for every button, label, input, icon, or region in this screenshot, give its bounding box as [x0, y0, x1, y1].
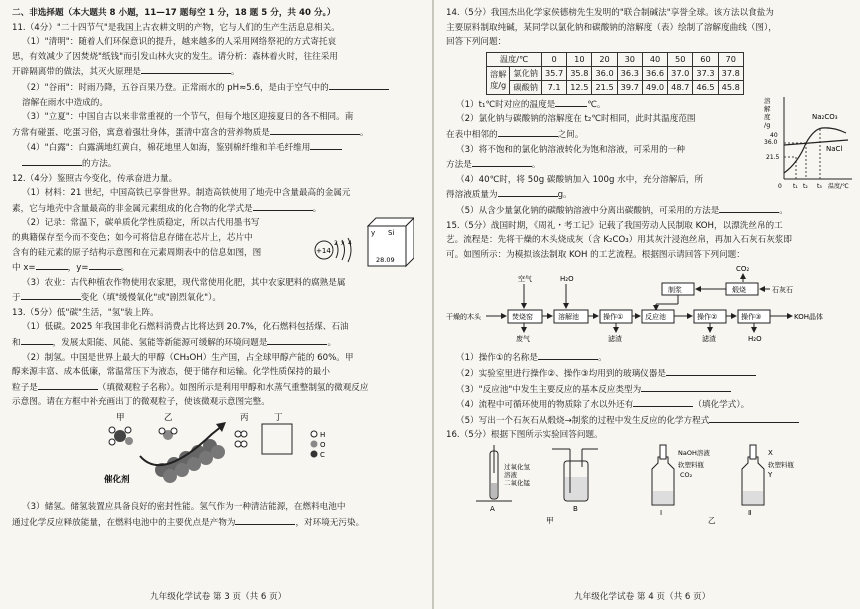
- q11-1-line1: （1）"清明"：随着人们环保意识的提升，越来越多的人采用网络祭祀的方式寄托哀: [22, 37, 337, 48]
- q13-1-line2: 和 ，发展太阳能、风能、氢能等新能源可缓解的环境问题是 。: [12, 335, 424, 351]
- legend-h: H: [320, 431, 326, 440]
- legend-o: O: [320, 441, 326, 450]
- flow-react: 反应池: [645, 313, 666, 322]
- nucleus-label: +14: [316, 247, 331, 256]
- flow-koh: KOH晶体: [794, 313, 823, 322]
- answer-blank[interactable]: [21, 335, 53, 345]
- q14-text-with-curve: [446, 97, 850, 203]
- table-cell: 49.0: [642, 80, 667, 94]
- flow-op2: 操作②: [697, 313, 718, 322]
- q14-2-line1: （2）氯化钠与碳酸钠的溶解度在 t₂℃时相同，此时其温度范围: [456, 114, 696, 125]
- label-t3: t₃: [817, 182, 822, 190]
- table-header-cell: 30: [617, 52, 642, 66]
- q11-3-line2: 方常有碰蛋、吃蛋习俗，寓意着强壮身体，蛋清中富含的营养物质是 。: [12, 125, 424, 141]
- section-heading: 二、非选择题（本大题共 8 小题，11—17 题每空 1 分，18 题 5 分，共 40 分。）: [12, 8, 336, 18]
- answer-blank[interactable]: [38, 380, 98, 390]
- legend-key: [311, 431, 327, 459]
- answer-blank[interactable]: [666, 366, 756, 376]
- label-ding: 丁: [274, 413, 283, 424]
- label-bottle-1: 软塑料瓶: [678, 460, 704, 469]
- answer-blank[interactable]: [641, 382, 731, 392]
- table-header-row: [487, 52, 744, 66]
- shell-2-count: x: [341, 240, 345, 248]
- q13-2-line4: 示意图。请在方框中补充画出丁的微观粒子，使该微观示意图完整。: [12, 397, 270, 408]
- q14-stem-2: 主要原料制取纯碱，某同学以氯化钠和碳酸钠的溶解度（表）绘制了溶解度曲线（图），: [446, 22, 777, 33]
- catalyst-label: 催化剂: [104, 475, 130, 486]
- q13-2-line3: 粒子是 （填微观粒子名称）。如图所示是利用甲醇和水蒸气重整制氢的微观反应: [12, 380, 424, 396]
- table-cell: 37.3: [693, 66, 718, 80]
- reagent-label-2: 溶液: [504, 470, 517, 479]
- q12-3-line1: （3）农业：古代种植农作物使用农家肥，现代常使用化肥，其中农家肥料的腐熟是属: [22, 277, 346, 288]
- ding-answer-box[interactable]: [262, 424, 292, 454]
- label-bottle-2: 软塑料瓶: [768, 460, 794, 469]
- table-cell: 37.0: [668, 66, 693, 80]
- q12-2-line1: （2）记录：常温下，碳单质化学性质稳定，所以古代用墨书写: [22, 218, 260, 229]
- flow-dissolve: 溶解池: [558, 313, 579, 322]
- q15-stem-3: 可。如图所示：为模拟该法制取 KOH 的工艺流程。根据图示请回答下列问题：: [446, 249, 745, 260]
- curve-ylabel-2: 解: [764, 104, 771, 113]
- q15-5: （5）写出一个石灰石从煅烧→制浆的过程中发生反应的化学方程式: [446, 413, 850, 429]
- flow-waste-gas: 废气: [516, 335, 530, 344]
- table-cell: 36.3: [617, 66, 642, 80]
- q13-2-line2: 醇来源丰富、成本低廉，常温常压下为液态，便于储存和运输。化学性质保持的最小: [12, 367, 330, 378]
- q14-2-line2: 在表中相邻的 之间。: [446, 127, 850, 143]
- q12-1-line1: （1）材料：21 世纪，中国高铁已享誉世界。制造高铁使用了地壳中含量最高的金属元: [22, 188, 351, 199]
- q16-stem: 16.（5分）根据下图所示实验回答问题。: [446, 430, 603, 441]
- label-t1: t₁: [793, 182, 798, 190]
- flow-op3: 操作③: [741, 313, 762, 322]
- table-row-nacl: [487, 66, 744, 80]
- flow-op1: 操作①: [603, 313, 624, 322]
- answer-blank[interactable]: [329, 80, 389, 90]
- tick-36: 36.0: [764, 138, 778, 146]
- methanol-molecule: [109, 427, 133, 445]
- answer-blank[interactable]: [36, 260, 68, 270]
- table-cell: 39.7: [617, 80, 642, 94]
- label-x: X: [768, 448, 773, 457]
- bottle-i: [652, 445, 674, 505]
- product-bing: [235, 431, 247, 447]
- q14-1: （1）t₁℃时对应的温度是 ℃。: [446, 97, 850, 113]
- q15-3: （3）"反应池"中发生主要反应的基本反应类型为: [446, 382, 850, 398]
- cell-mass: 28.09: [376, 256, 395, 265]
- flow-h2o-top: H₂O: [560, 275, 574, 284]
- table-cell: 48.7: [668, 80, 693, 94]
- table-header-cell: 60: [693, 52, 718, 66]
- q12-3-line2: 于 变化（填"缓慢氧化"或"剧烈氧化"）。: [12, 290, 424, 306]
- q14-3-line2: 方法是 。: [446, 157, 850, 173]
- q11-stem: 11.（4分）"二十四节气"是我国上古农耕文明的产物，它与人们的生产生活息息相关。: [12, 22, 340, 33]
- legend-c: C: [320, 451, 325, 460]
- table-cell-name: 碳酸钠: [510, 80, 542, 94]
- answer-blank[interactable]: [22, 156, 82, 166]
- flow-residue2: 滤渣: [702, 335, 716, 344]
- answer-blank[interactable]: [555, 97, 587, 107]
- label-a: A: [490, 504, 495, 513]
- q16-apparatus-figure: [446, 443, 856, 525]
- label-co2: CO₂: [680, 470, 693, 479]
- cell-y-label: y: [371, 229, 376, 238]
- label-yi: 乙: [708, 515, 716, 525]
- q14-stem-1: 14.（5分）我国杰出化学家侯德榜先生发明的"联合制碱法"享誉全球。该方法以食盐为: [446, 8, 774, 18]
- reagent-label-1: 过氧化氢: [504, 462, 530, 471]
- page-footer-left: 九年级化学试卷 第 3 页（共 6 页）: [150, 592, 287, 602]
- table-header-cell: 40: [642, 52, 667, 66]
- q12-2-line3: 含有的硅元素的原子结构示意图和在元素周期表中的信息如图，图: [12, 247, 262, 258]
- label-y: Y: [768, 470, 773, 479]
- label-na2co3: Na₂CO₃: [812, 112, 838, 121]
- apparatus-b: [552, 449, 598, 501]
- q13-stem: 13.（5分）低"碳"生活，"氢"装上阵。: [12, 307, 159, 318]
- label-ii: Ⅱ: [748, 508, 752, 517]
- q11-3-line1: （3）"立夏"：中国自古以来非常重视的一个节气，但每个地区迎接夏日的各不相同。南: [22, 112, 354, 123]
- catalyst-surface: [155, 439, 225, 483]
- curve-ylabel-1: 溶: [764, 96, 771, 105]
- q14-stem-3: 回答下列问题：: [446, 37, 507, 48]
- tick-40: 40: [770, 131, 778, 139]
- q12-2-line2: 的典籍保存至今而不变色；如今可将信息存储在芯片上，芯片中: [12, 232, 253, 243]
- flow-calcine: 煅烧: [732, 286, 746, 295]
- label-b: B: [573, 504, 578, 513]
- flow-air: 空气: [518, 275, 532, 284]
- label-t2: t₂: [803, 182, 808, 190]
- q13-3-line2: 通过化学反应释放能量，在燃料电池中的主要优点是产物为 ，对环境无污染。: [12, 515, 424, 531]
- table-cell: 46.5: [693, 80, 718, 94]
- curve-ylabel-4: /g: [764, 120, 771, 129]
- q15-2: （2）实验室里进行操作②、操作③均用到的玻璃仪器是: [446, 366, 850, 382]
- curve-ylabel-3: 度: [764, 112, 771, 121]
- answer-blank[interactable]: [538, 350, 598, 360]
- answer-blank[interactable]: [89, 260, 121, 270]
- q15-stem-2: 艺。流程是：先将干燥的木头烧成灰（含 K₂CO₃）用其灰汁浸泡丝帛，再加入石灰石灰浆即: [446, 235, 792, 246]
- exam-page-4: [434, 0, 860, 609]
- shell-1-count: 2: [334, 240, 338, 248]
- table-row-na2co3: [487, 80, 744, 94]
- flow-h2o-bottom: H₂O: [748, 335, 762, 344]
- answer-blank[interactable]: [235, 515, 295, 525]
- reagent-label-3: 二氧化锰: [504, 478, 530, 487]
- table-header-cell: 50: [668, 52, 693, 66]
- koh-process-flow: [446, 262, 856, 346]
- table-header-cell: 0: [541, 52, 566, 66]
- table-cell: 36.0: [592, 66, 617, 80]
- label-bing: 丙: [240, 413, 249, 424]
- label-jia: 甲: [546, 515, 554, 525]
- flow-wood: 干燥的木头: [446, 313, 481, 322]
- table-cell: 45.8: [718, 80, 743, 94]
- q15-4: （4）流程中可循环使用的物质除了水以外还有 （填化学式）。: [446, 397, 850, 413]
- q14-4-line1: （4）40℃时，将 50g 碳酸钠加入 100g 水中，充分溶解后，所: [456, 174, 704, 185]
- q11-4-line2: 的方法。: [12, 156, 424, 172]
- answer-blank[interactable]: [141, 64, 231, 74]
- solubility-curve: [762, 93, 854, 193]
- q11-2-line2: 溶解在雨水中造成的。: [22, 97, 108, 108]
- label-temp: 温度/℃: [828, 182, 849, 190]
- answer-blank[interactable]: [21, 290, 81, 300]
- periodic-cell-side: [406, 218, 414, 266]
- q12-1-line2: 素，它与地壳中含量最高的非金属元素组成的化合物的化学式是 。: [12, 201, 424, 217]
- bottle-ii: [742, 445, 764, 505]
- table-cell: 7.1: [541, 80, 566, 94]
- table-cell: 35.7: [541, 66, 566, 80]
- table-header-cell: 70: [718, 52, 743, 66]
- methanol-reforming-figure: [12, 410, 422, 496]
- q13-3-line1: （3）储氢。储氢装置应具备良好的密封性能。氢气作为一种清洁能源，在燃料电池中: [22, 502, 346, 513]
- q13-1-line1: （1）低碳。2025 年我国非化石燃料消费占比将达到 20.7%，化石燃料包括煤、石油: [22, 322, 349, 333]
- page-footer-right: 九年级化学试卷 第 4 页（共 6 页）: [574, 592, 711, 602]
- q11-2-line1: （2）"谷雨"：时雨乃降，五谷百果乃登。正常雨水的 pH≈5.6，是由于空气中的: [12, 80, 424, 96]
- answer-blank[interactable]: [253, 201, 313, 211]
- q11-1-line2: 思，有效减少了因焚烧"纸钱"而引发山林火灾的发生。请分析：森林着火时，往往采用: [12, 51, 338, 62]
- q12-stem: 12.（4分）鉴照古今变化，传承奋进力量。: [12, 173, 178, 184]
- answer-blank[interactable]: [498, 187, 558, 197]
- q12-2-line4: 中 x= ，y= 。: [12, 260, 424, 276]
- answer-blank[interactable]: [310, 140, 342, 150]
- flow-limestone: 石灰石: [772, 286, 793, 295]
- q13-2-line1: （2）制氢。中国是世界上最大的甲醇（CH₃OH）生产国，占全球甲醇产能的 60%。甲: [22, 352, 354, 363]
- table-header-cell: 温度/℃: [487, 52, 542, 66]
- label-nacl: NaCl: [826, 144, 843, 153]
- q14-4-line2: 得溶液质量为 g。: [446, 187, 850, 203]
- flow-burn: 焚烧窑: [512, 313, 533, 322]
- label-naoh: NaOH溶液: [678, 448, 710, 457]
- tick-21-5: 21.5: [766, 153, 780, 161]
- q14-5: （5）从含少量氯化钠的碳酸钠溶液中分离出碳酸钠，可采用的方法是 。: [446, 203, 850, 219]
- label-i: Ⅰ: [660, 508, 663, 517]
- q15-stem-1: 15.（5分）战国时期，《周礼・考工记》记载了我国劳动人民制取 KOH，以漂洗丝帛的工: [446, 220, 783, 231]
- q12-text-with-figure: [12, 216, 424, 275]
- table-cell-name: 氯化钠: [510, 66, 542, 80]
- shell-3-count: 4: [348, 240, 352, 248]
- silicon-atom-figure: [302, 212, 414, 276]
- table-cell: 21.5: [592, 80, 617, 94]
- answer-blank[interactable]: [709, 413, 799, 423]
- solubility-table: [486, 52, 744, 95]
- label-yi: 乙: [164, 413, 173, 424]
- flow-residue1: 滤渣: [608, 335, 622, 344]
- q14-3-line1: （3）将不饱和的氯化钠溶液转化为饱和溶液，可采用的一种: [456, 144, 685, 155]
- q11-4-line1: （4）"白露"：白露满地红黄白，棉花地里人如海，鉴别棉纤维和羊毛纤维用: [12, 140, 424, 156]
- answer-blank[interactable]: [719, 203, 779, 213]
- label-jia: 甲: [116, 413, 125, 424]
- cell-symbol: Si: [388, 229, 395, 238]
- table-header-cell: 10: [567, 52, 592, 66]
- table-cell: 12.5: [567, 80, 592, 94]
- answer-blank[interactable]: [472, 157, 532, 167]
- answer-blank[interactable]: [498, 127, 558, 137]
- answer-blank[interactable]: [633, 397, 693, 407]
- label-origin: 0: [778, 182, 782, 190]
- answer-blank[interactable]: [267, 335, 327, 345]
- table-cell: 35.8: [567, 66, 592, 80]
- answer-blank[interactable]: [270, 125, 360, 135]
- q11-1-line3: 开辟隔离带的做法，其灭火原理是 。: [12, 64, 424, 80]
- water-molecule: [159, 428, 177, 440]
- flow-pulp: 制浆: [668, 286, 682, 295]
- table-cell: 37.8: [718, 66, 743, 80]
- q15-1: （1）操作①的名称是 。: [446, 350, 850, 366]
- table-header-cell: 20: [592, 52, 617, 66]
- flow-co2: CO₂: [736, 265, 750, 274]
- table-row-label: 溶解 度/g: [487, 66, 510, 94]
- table-cell: 36.6: [642, 66, 667, 80]
